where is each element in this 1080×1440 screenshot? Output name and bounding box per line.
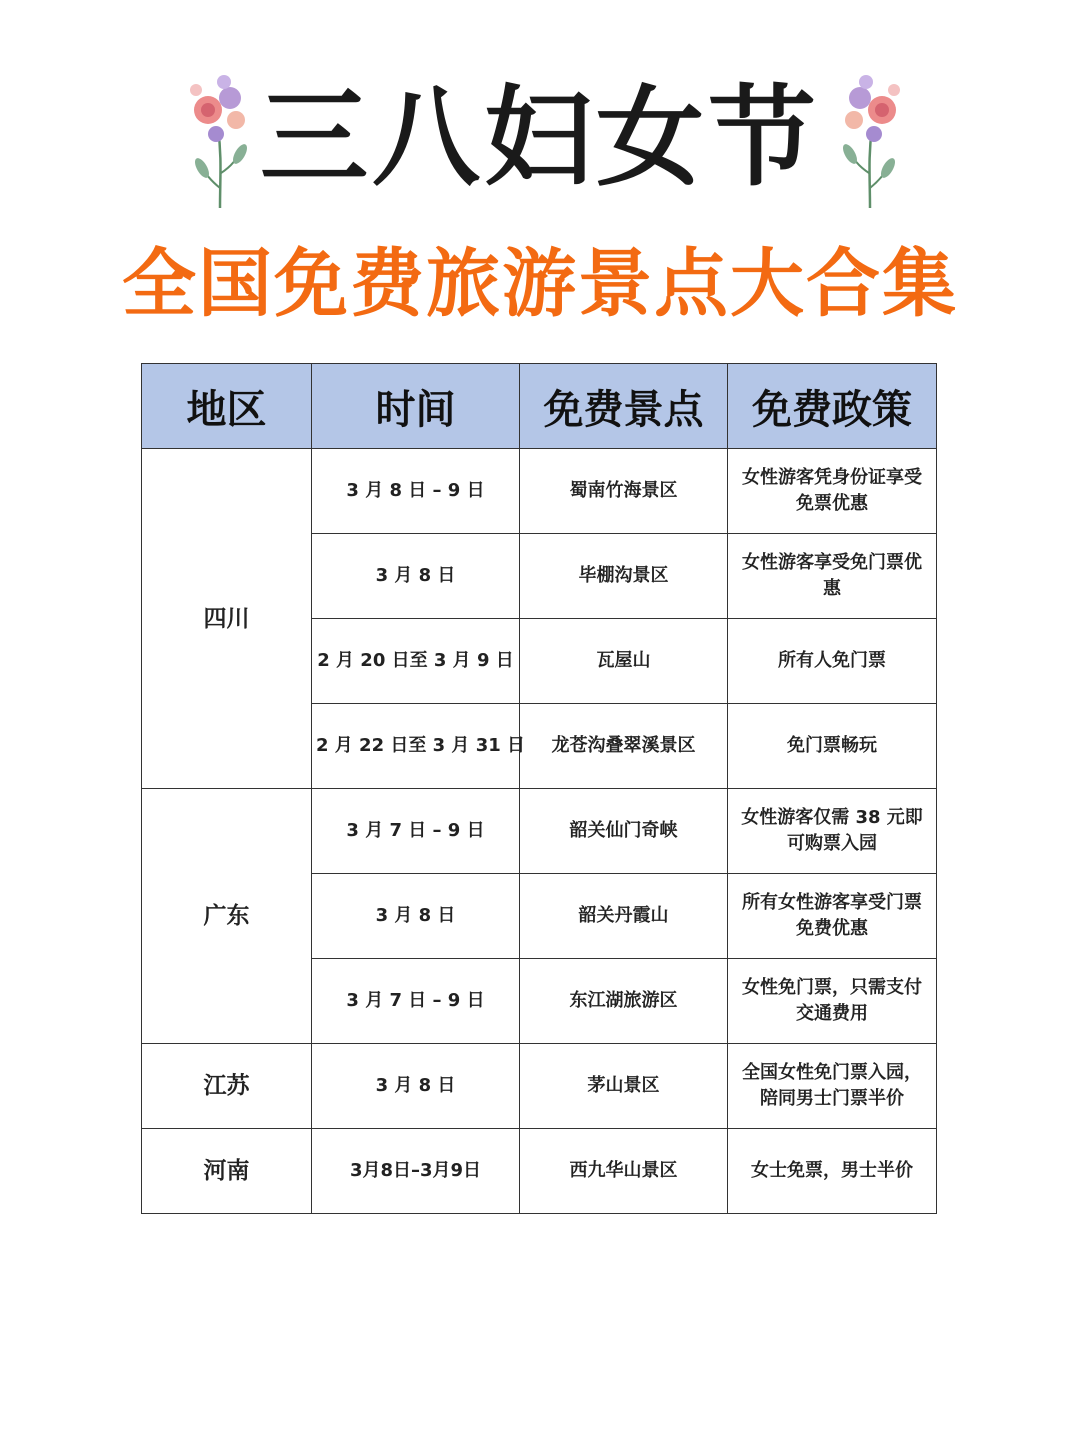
table-header-row bbox=[142, 364, 937, 449]
time-cell: 3 月 7 日 – 9 日 bbox=[312, 959, 520, 1044]
time-cell: 2 月 22 日至 3 月 31 日 bbox=[312, 704, 520, 789]
header-policy: 免费政策 bbox=[728, 364, 937, 449]
spot-cell: 西九华山景区 bbox=[520, 1129, 728, 1214]
header-time: 时间 bbox=[312, 364, 520, 449]
spot-cell: 韶关仙门奇峡 bbox=[520, 789, 728, 874]
region-cell-jiangsu: 江苏 bbox=[142, 1044, 312, 1129]
spot-cell: 茅山景区 bbox=[520, 1044, 728, 1129]
time-cell: 3 月 8 日 bbox=[312, 534, 520, 619]
table-row bbox=[142, 449, 937, 534]
region-cell-henan: 河南 bbox=[142, 1129, 312, 1214]
header-region: 地区 bbox=[142, 364, 312, 449]
region-cell-sichuan: 四川 bbox=[142, 449, 312, 789]
policy-cell: 免门票畅玩 bbox=[728, 704, 937, 789]
policy-cell: 所有人免门票 bbox=[728, 619, 937, 704]
spot-cell: 毕棚沟景区 bbox=[520, 534, 728, 619]
time-cell: 3 月 7 日 – 9 日 bbox=[312, 789, 520, 874]
header-spot: 免费景点 bbox=[520, 364, 728, 449]
policy-cell: 女士免票，男士半价 bbox=[728, 1129, 937, 1214]
policy-cell: 全国女性免门票入园，陪同男士门票半价 bbox=[728, 1044, 937, 1129]
spot-cell: 龙苍沟叠翠溪景区 bbox=[520, 704, 728, 789]
spot-cell: 东江湖旅游区 bbox=[520, 959, 728, 1044]
region-cell-guangdong: 广东 bbox=[142, 789, 312, 1044]
main-title: 三八妇女节 bbox=[259, 75, 820, 201]
scenic-spots-table bbox=[141, 363, 937, 1214]
flower-bouquet-icon bbox=[830, 68, 910, 208]
policy-cell: 女性游客仅需 38 元即可购票入园 bbox=[728, 789, 937, 874]
table-row bbox=[142, 1129, 937, 1214]
policy-cell: 女性游客凭身份证享受免票优惠 bbox=[728, 449, 937, 534]
spot-cell: 韶关丹霞山 bbox=[520, 874, 728, 959]
time-cell: 3 月 8 日 bbox=[312, 1044, 520, 1129]
time-cell: 3 月 8 日 bbox=[312, 874, 520, 959]
time-cell: 3 月 8 日 – 9 日 bbox=[312, 449, 520, 534]
policy-cell: 所有女性游客享受门票免费优惠 bbox=[728, 874, 937, 959]
table-row bbox=[142, 1044, 937, 1129]
spot-cell: 瓦屋山 bbox=[520, 619, 728, 704]
title-row bbox=[0, 60, 1080, 210]
spot-cell: 蜀南竹海景区 bbox=[520, 449, 728, 534]
time-cell: 3月8日–3月9日 bbox=[312, 1129, 520, 1214]
policy-cell: 女性免门票，只需支付交通费用 bbox=[728, 959, 937, 1044]
time-cell: 2 月 20 日至 3 月 9 日 bbox=[312, 619, 520, 704]
subtitle: 全国免费旅游景点大合集 bbox=[122, 241, 958, 327]
policy-cell: 女性游客享受免门票优惠 bbox=[728, 534, 937, 619]
table-row bbox=[142, 789, 937, 874]
